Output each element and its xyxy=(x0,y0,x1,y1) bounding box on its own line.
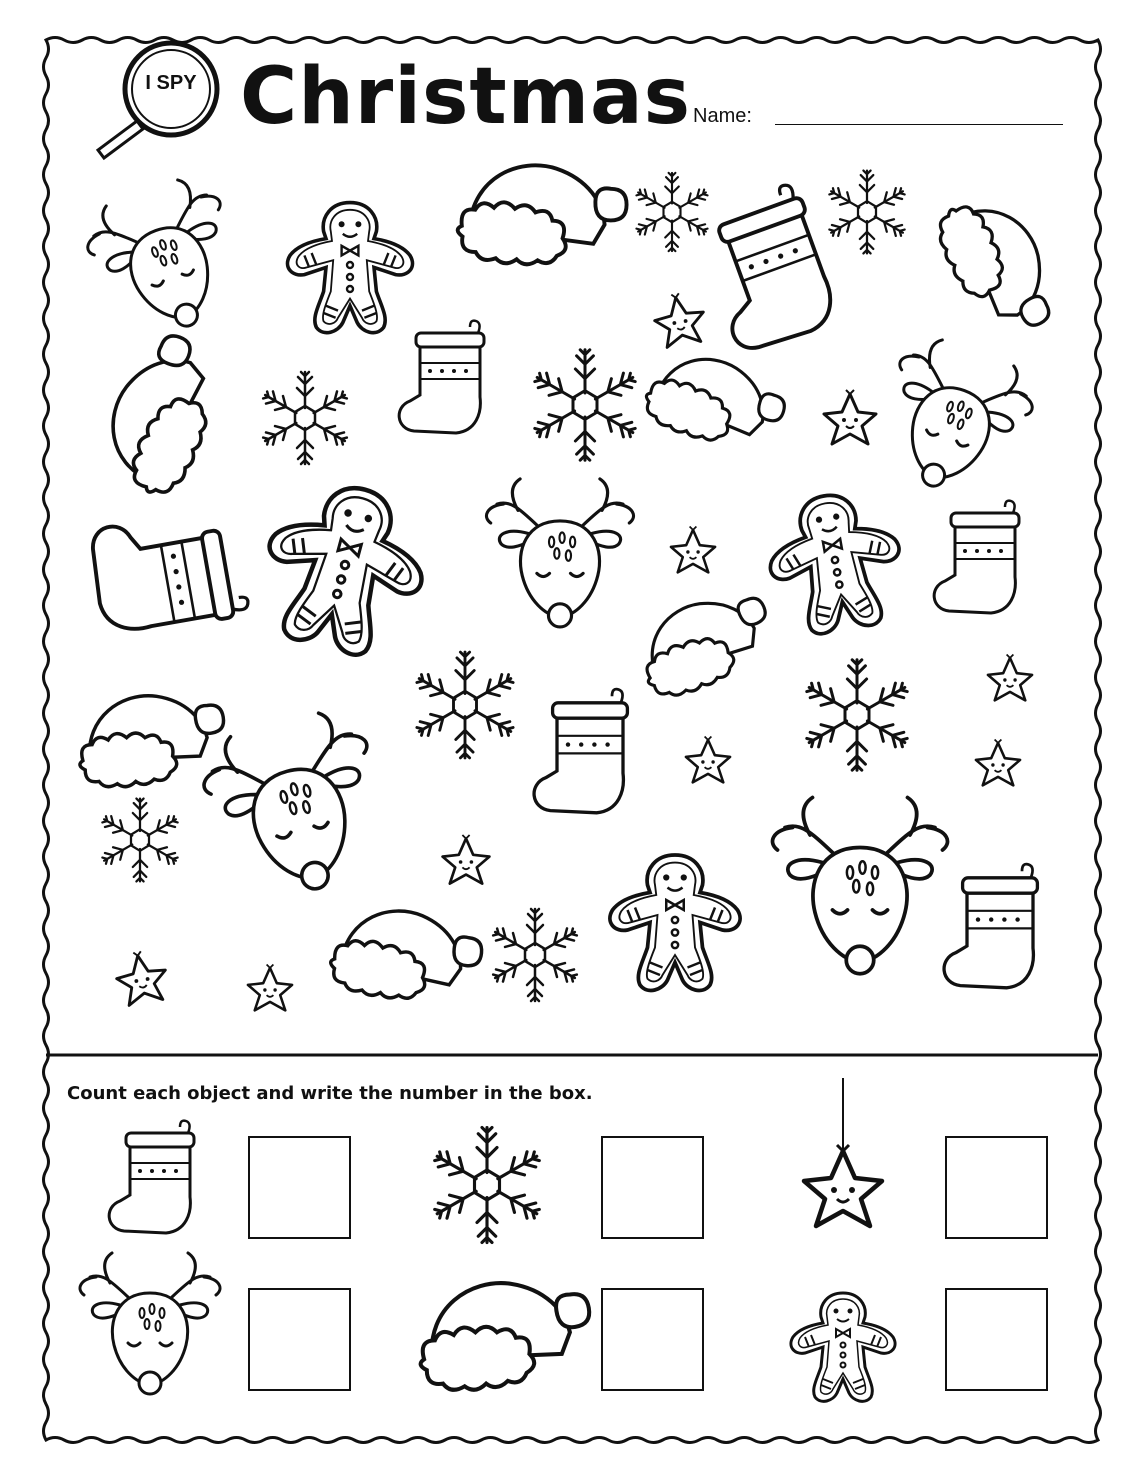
key-reindeer-icon xyxy=(80,1253,220,1394)
stocking-icon xyxy=(534,689,627,813)
reindeer-icon xyxy=(487,479,634,627)
name-label: Name: xyxy=(693,105,752,127)
name-input-line[interactable] xyxy=(775,124,1063,125)
stocking-icon xyxy=(944,864,1037,988)
snowflake-icon xyxy=(828,171,907,254)
star-ornament-icon xyxy=(824,390,876,444)
santa-hat-count-box[interactable] xyxy=(601,1288,704,1391)
gingerbread-count-box[interactable] xyxy=(945,1288,1048,1391)
stocking-count-box[interactable] xyxy=(248,1136,351,1239)
stocking-icon xyxy=(399,321,484,433)
count-key xyxy=(80,1078,895,1401)
snowflake-icon xyxy=(635,173,710,251)
star-count-box[interactable] xyxy=(945,1136,1048,1239)
star-ornament-icon xyxy=(686,737,730,783)
star-ornament-icon xyxy=(248,965,292,1011)
reindeer-icon xyxy=(773,798,948,974)
snowflake-icon xyxy=(532,350,637,460)
reindeer-icon xyxy=(193,703,399,910)
stocking-icon xyxy=(934,501,1019,613)
star-ornament-icon xyxy=(976,740,1020,786)
key-snowflake-icon xyxy=(432,1128,542,1243)
stocking-icon xyxy=(87,505,250,639)
santa-hat-icon xyxy=(325,895,487,1020)
star-ornament-icon xyxy=(988,655,1032,701)
page-title: Christmas xyxy=(240,52,692,142)
santa-hat-icon xyxy=(453,153,631,282)
gingerbread-man-icon xyxy=(760,485,912,641)
santa-hat-icon xyxy=(632,587,780,701)
gingerbread-man-icon xyxy=(248,469,441,666)
gingerbread-man-icon xyxy=(610,855,740,990)
key-santa-hat-icon xyxy=(421,1283,590,1390)
reindeer-icon xyxy=(76,169,256,349)
star-ornament-icon xyxy=(443,835,490,884)
santa-hat-icon xyxy=(638,338,792,469)
key-gingerbread-man-icon xyxy=(791,1293,895,1401)
snowflake-icon xyxy=(804,660,909,770)
star-ornament-icon xyxy=(651,290,709,349)
i-spy-badge-text: I SPY xyxy=(145,72,197,94)
reindeer-count-box[interactable] xyxy=(248,1288,351,1391)
snowflake-count-box[interactable] xyxy=(601,1136,704,1239)
magnifier-icon xyxy=(98,43,217,158)
instruction-text: Count each object and write the number in the box. xyxy=(67,1083,593,1104)
reindeer-icon xyxy=(864,329,1044,509)
key-stocking-icon xyxy=(109,1121,194,1233)
stocking-icon xyxy=(691,181,845,356)
scene-area xyxy=(76,153,1060,1020)
snowflake-icon xyxy=(101,799,180,882)
santa-hat-icon xyxy=(80,696,224,787)
star-ornament-icon xyxy=(671,527,715,573)
santa-hat-icon xyxy=(932,187,1061,346)
star-ornament-icon xyxy=(113,948,171,1007)
snowflake-icon xyxy=(415,652,516,758)
key-star-ornament-icon xyxy=(804,1145,882,1226)
snowflake-icon xyxy=(491,909,579,1001)
snowflake-icon xyxy=(261,372,349,464)
santa-hat-icon xyxy=(86,326,243,503)
gingerbread-man-icon xyxy=(288,203,413,333)
